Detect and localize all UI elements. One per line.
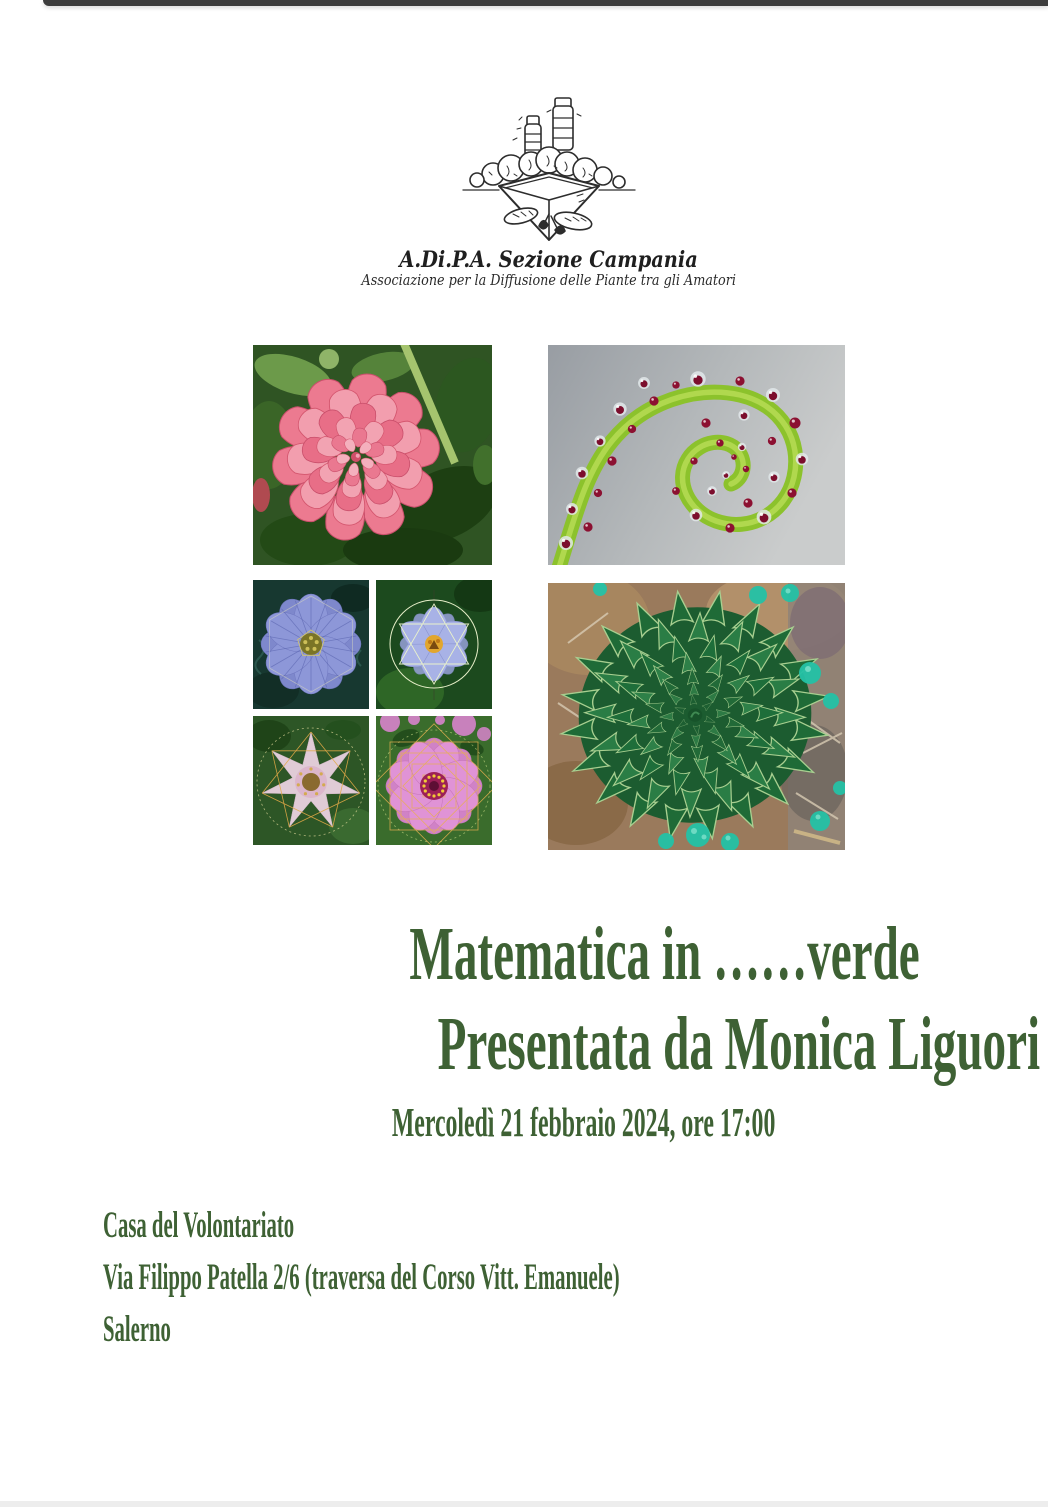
fern-fiddlehead-spiral-photo <box>548 345 845 565</box>
spiral-aloe-photo <box>548 583 845 850</box>
venue-name: Casa del Volontariato <box>103 1205 295 1246</box>
pink-camellia-photo <box>253 345 492 565</box>
org-name: A.Di.P.A. Sezione Campania <box>399 247 699 273</box>
photo-column-left <box>253 345 492 850</box>
association-header <box>253 94 845 291</box>
photo-column-right <box>548 345 845 850</box>
collage-cell-veined-flower <box>253 580 375 709</box>
collage-cell-hexagram-flower <box>376 580 492 716</box>
event-title: Matematica in ……verde <box>409 912 920 996</box>
venue-block <box>103 1207 803 1363</box>
photo-grid <box>253 345 845 850</box>
planter-with-succulents-sketch-icon <box>459 94 639 244</box>
window-bottom-strip <box>0 1501 1048 1507</box>
window-top-bar <box>43 0 1048 6</box>
collage-cell-star-web-flower <box>253 716 377 845</box>
flower-sacred-geometry-collage-photo <box>253 580 492 845</box>
collage-cell-square-grid-flower <box>372 712 492 845</box>
org-tagline: Associazione per la Diffusione delle Piante tra gli Amatori <box>361 273 737 290</box>
venue-city: Salerno <box>103 1309 171 1350</box>
event-presenter: Presentata da Monica Liguori <box>437 1002 1041 1086</box>
venue-address: Via Filippo Patella 2/6 (traversa del Corso Vitt. Emanuele) <box>103 1257 620 1298</box>
event-datetime: Mercoledì 21 febbraio 2024, ore 17:00 <box>391 1099 776 1145</box>
